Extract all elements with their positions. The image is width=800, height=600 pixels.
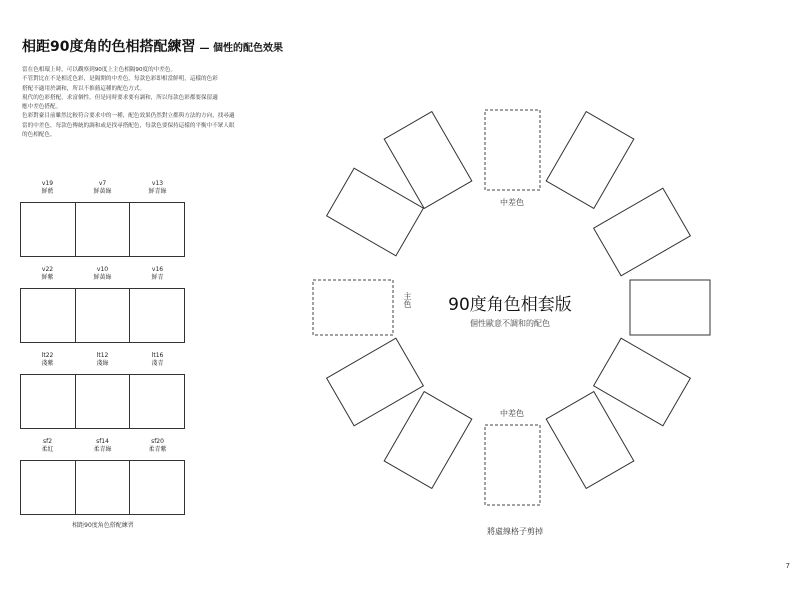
- main-color-label: 主色: [403, 292, 412, 308]
- swatch-row: [20, 352, 186, 438]
- intro-line: 當的中差色，每款色傳統的調和或是找尋搭配色，每款色要保持這樣的平衡中不眾人眼: [22, 122, 235, 129]
- intro-line: 搭配不適用於調和，所以不推薦這種的配色方式。: [22, 85, 146, 92]
- swatch-boxes: [20, 374, 185, 429]
- swatch-label: v13 鮮青綠: [148, 180, 167, 195]
- swatch-box: [130, 461, 184, 514]
- swatch-box: [76, 203, 131, 256]
- swatch-row: [20, 180, 186, 266]
- swatch-box: [130, 375, 184, 428]
- swatch-label: v7 鮮黃綠: [93, 180, 112, 195]
- swatch-box: [21, 461, 76, 514]
- wheel-center-subtitle: 個性歐意不調和的配色: [470, 319, 550, 328]
- hue-card: [327, 168, 424, 256]
- page-title: [22, 36, 283, 56]
- swatch-box: [76, 461, 131, 514]
- page-number: 7: [785, 562, 790, 570]
- swatch-row: [20, 438, 186, 524]
- swatch-label: lt22 淺紫: [41, 352, 54, 367]
- swatch-label: sf2 柔紅: [41, 438, 54, 453]
- hue-card: [327, 338, 424, 426]
- swatch-label: sf14 柔青綠: [93, 438, 112, 453]
- swatch-box: [21, 203, 76, 256]
- intro-line: 現代的色彩搭配，求富個性，但是同時要求要有調和，所以每款色彩都要保留適: [22, 94, 218, 101]
- intermediate-color-label-top: 中差色: [500, 198, 524, 207]
- wheel-center-title: 90度角色相套版: [448, 295, 572, 315]
- hue-card: [546, 392, 634, 489]
- swatch-row: [20, 266, 186, 352]
- hue-card: [594, 188, 691, 276]
- intro-line: 色彩對臺目前雖然比較符合要求中的一種，配色效果仍然對立都與方法的方向，找尋適: [22, 113, 235, 120]
- swatch-grid-caption: 相距90度角色搭配練習: [72, 522, 134, 529]
- hue-card: [546, 112, 634, 209]
- intro-line: 的色相配色。: [22, 132, 56, 139]
- swatch-label: lt16 淺青: [151, 352, 164, 367]
- hue-card: [384, 392, 472, 489]
- swatch-practice-grid: [20, 180, 186, 524]
- swatch-boxes: [20, 288, 185, 343]
- swatch-label: v19 鮮藍: [41, 180, 54, 195]
- swatch-boxes: [20, 202, 185, 257]
- swatch-label: lt12 淺綠: [96, 352, 109, 367]
- swatch-label: v16 鮮青: [151, 266, 164, 281]
- intermediate-color-label-bottom: 中差色: [500, 409, 524, 418]
- swatch-label: v22 鮮紫: [41, 266, 54, 281]
- cut-out-slot-top: [485, 110, 540, 190]
- swatch-label: v10 鮮黃綠: [93, 266, 112, 281]
- cut-out-slot-left: [313, 280, 393, 335]
- swatch-box: [130, 203, 184, 256]
- hue-card: [630, 280, 710, 335]
- intro-line: 應中差色搭配。: [22, 104, 62, 111]
- title-main: 相距90度角的色相搭配練習: [22, 39, 196, 55]
- hue-card: [594, 338, 691, 426]
- hue-card: [384, 112, 472, 209]
- swatch-box: [21, 375, 76, 428]
- intro-line: 當在色相環上時，可以觀察到90度上主色相隔90度的中差色。: [22, 67, 177, 73]
- swatch-box: [21, 289, 76, 342]
- intro-paragraph: [22, 66, 312, 140]
- swatch-boxes: [20, 460, 185, 515]
- cut-out-slot-bottom: [485, 425, 540, 505]
- swatch-box: [76, 289, 131, 342]
- swatch-box: [130, 289, 184, 342]
- title-subtitle: — 個性的配色效果: [199, 43, 283, 54]
- swatch-label: sf20 柔青紫: [148, 438, 167, 453]
- cut-instruction: 將虛線格子剪掉: [487, 527, 543, 536]
- swatch-box: [76, 375, 131, 428]
- intro-line: 不管對比在不是相近色彩，是隔開的中差色，每款色彩即相當鮮明，這樣的色彩: [22, 76, 218, 83]
